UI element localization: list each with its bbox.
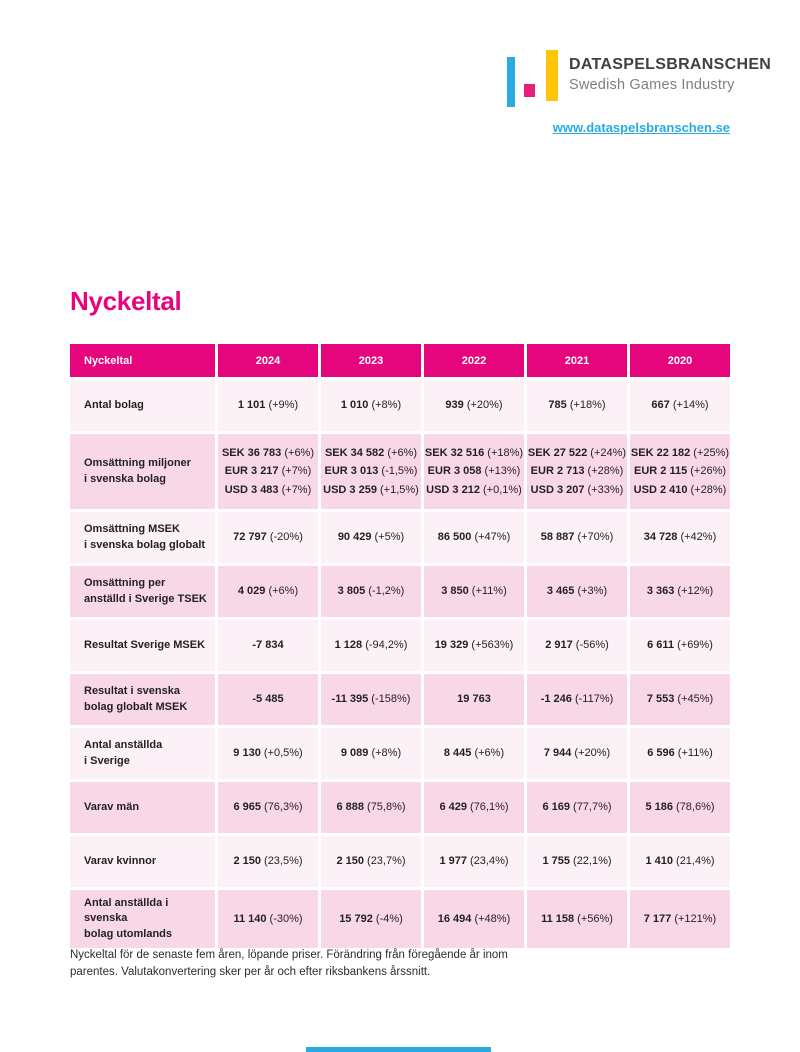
value-number: SEK 34 582	[324, 447, 385, 460]
table-header-cell: Nyckeltal	[70, 344, 215, 377]
value-cell	[630, 728, 730, 779]
value-cell	[424, 380, 524, 431]
table-header-cell: 2020	[630, 344, 730, 377]
value-cell	[218, 782, 318, 833]
value-line	[332, 690, 411, 708]
value-cell	[630, 512, 730, 563]
value-line	[233, 852, 302, 870]
value-line	[238, 396, 298, 414]
value-change: (23,5%)	[260, 855, 303, 868]
value-change: (+70%)	[574, 531, 614, 544]
value-number: 34 728	[643, 531, 678, 544]
value-cell	[527, 380, 627, 431]
value-cell	[527, 782, 627, 833]
value-change: (+12%)	[674, 585, 714, 598]
value-change: (-158%)	[368, 693, 411, 706]
value-cell	[630, 890, 730, 948]
value-number: 1 101	[237, 399, 266, 412]
value-change: (+0,5%)	[260, 747, 303, 760]
value-line	[341, 744, 401, 762]
value-line	[647, 744, 713, 762]
value-cell	[321, 674, 421, 725]
row-label-line: Omsättning per	[84, 577, 166, 590]
value-number: SEK 27 522	[527, 447, 588, 460]
row-label-line: i svenska bolag globalt	[84, 538, 206, 551]
value-line	[644, 910, 716, 928]
value-cell	[630, 380, 730, 431]
table-header-cell: 2023	[321, 344, 421, 377]
value-number: 6 611	[647, 639, 675, 652]
row-label-line: i svenska bolag	[84, 472, 166, 485]
value-number: 16 494	[437, 913, 472, 926]
value-number: 7 553	[646, 693, 675, 706]
value-line	[645, 852, 714, 870]
value-line	[338, 582, 405, 600]
value-number: 6 965	[233, 801, 261, 814]
value-line	[547, 582, 607, 600]
value-number: 19 763	[457, 693, 491, 706]
row-label-line: bolag globalt MSEK	[84, 700, 188, 713]
table-header-cell: 2021	[527, 344, 627, 377]
value-change: (+3%)	[574, 585, 608, 598]
row-label-cell	[70, 434, 215, 509]
value-number: 9 130	[233, 747, 261, 760]
value-change: (+33%)	[584, 483, 624, 496]
value-number: EUR 3 217	[224, 465, 279, 478]
value-line	[647, 636, 713, 654]
value-cell	[630, 566, 730, 617]
value-line	[341, 396, 401, 414]
value-change: (+48%)	[471, 913, 511, 926]
value-number: USD 2 410	[633, 483, 688, 496]
value-number: SEK 32 516	[424, 447, 485, 460]
value-line	[233, 744, 302, 762]
value-change: (-30%)	[266, 913, 303, 926]
value-line	[541, 528, 613, 546]
value-change: (-1,2%)	[365, 585, 405, 598]
row-label-line: Varav män	[84, 800, 140, 813]
value-line	[238, 582, 298, 600]
logo	[569, 56, 772, 93]
value-number: -11 395	[331, 693, 369, 706]
value-number: 4 029	[237, 585, 266, 598]
value-line	[222, 444, 314, 462]
value-cell	[424, 512, 524, 563]
value-number: 5 186	[645, 801, 673, 814]
value-cell	[218, 620, 318, 671]
value-line	[531, 481, 624, 499]
value-cell	[527, 836, 627, 887]
key-figures-table	[70, 344, 730, 948]
value-cell	[527, 674, 627, 725]
value-line	[542, 852, 611, 870]
value-change: (+20%)	[571, 747, 611, 760]
row-label-cell	[70, 566, 215, 617]
row-label-line: Omsättning miljoner	[84, 457, 191, 470]
row-label-line: Antal anställda	[84, 739, 163, 752]
logo-yellow-bar-icon	[546, 50, 558, 101]
footnote-line-1: Nyckeltal för de senaste fem åren, löpande priser. Förändring från föregående år inom	[70, 949, 508, 961]
value-number: USD 3 212	[426, 483, 480, 496]
value-cell	[218, 434, 318, 509]
value-cell	[321, 782, 421, 833]
value-cell	[527, 512, 627, 563]
value-cell	[321, 566, 421, 617]
value-number: 2 150	[336, 855, 364, 868]
value-number: 9 089	[340, 747, 369, 760]
row-label-cell	[70, 380, 215, 431]
row-label-cell	[70, 728, 215, 779]
value-number: 667	[651, 399, 670, 412]
value-line	[338, 528, 404, 546]
value-change: (-117%)	[571, 693, 614, 706]
logo-magenta-square-icon	[524, 84, 535, 97]
value-change: (+24%)	[587, 447, 627, 460]
value-change: (+7%)	[278, 465, 312, 478]
value-number: 6 169	[542, 801, 570, 814]
value-number: EUR 2 115	[633, 465, 688, 478]
value-number: EUR 3 058	[427, 465, 482, 478]
value-change: (+28%)	[687, 483, 727, 496]
value-change: (+18%)	[484, 447, 524, 460]
value-cell	[527, 728, 627, 779]
value-change: (+7%)	[278, 483, 312, 496]
value-change: (+25%)	[690, 447, 730, 460]
value-cell	[424, 836, 524, 887]
value-change: (+8%)	[368, 399, 402, 412]
value-line	[457, 690, 491, 708]
value-change: (+11%)	[468, 585, 507, 598]
value-change: (+6%)	[281, 447, 315, 460]
value-number: 939	[445, 399, 464, 412]
value-line	[528, 444, 626, 462]
value-number: 15 792	[339, 913, 373, 926]
value-line	[634, 481, 727, 499]
value-number: SEK 22 182	[630, 447, 691, 460]
value-change: (76,3%)	[260, 801, 303, 814]
value-number: 1 755	[542, 855, 570, 868]
value-line	[542, 798, 611, 816]
value-change: (+563%)	[468, 639, 514, 652]
value-number: USD 3 207	[530, 483, 585, 496]
value-change: (23,4%)	[466, 855, 509, 868]
value-change: (+26%)	[687, 465, 727, 478]
logo-blue-bar-icon	[507, 57, 515, 107]
value-change: (+9%)	[265, 399, 299, 412]
row-label-cell	[70, 512, 215, 563]
row-label-cell	[70, 620, 215, 671]
value-change: (+13%)	[481, 465, 521, 478]
value-change: (+18%)	[566, 399, 606, 412]
value-line	[325, 444, 417, 462]
value-cell	[527, 890, 627, 948]
value-cell	[630, 836, 730, 887]
value-number: 90 429	[337, 531, 372, 544]
row-label-line: i Sverige	[84, 754, 130, 767]
value-cell	[321, 890, 421, 948]
value-cell	[424, 674, 524, 725]
value-cell	[218, 674, 318, 725]
value-cell	[630, 434, 730, 509]
value-line	[435, 636, 514, 654]
value-change: (-1,5%)	[378, 465, 418, 478]
value-change: (+20%)	[463, 399, 503, 412]
row-label-cell	[70, 836, 215, 887]
value-line	[323, 481, 419, 499]
value-cell	[527, 620, 627, 671]
row-label-line: Resultat i svenska	[84, 685, 180, 698]
value-number: EUR 3 013	[324, 465, 379, 478]
value-line	[428, 462, 521, 480]
value-line	[645, 798, 714, 816]
value-number: 3 363	[646, 585, 675, 598]
value-line	[634, 462, 726, 480]
value-cell	[321, 512, 421, 563]
value-number: 6 596	[647, 747, 675, 760]
website-link-wrap	[553, 119, 730, 137]
value-line	[548, 396, 605, 414]
value-line	[441, 582, 507, 600]
value-cell	[527, 434, 627, 509]
value-line	[225, 462, 312, 480]
value-change: (-4%)	[372, 913, 403, 926]
value-change: (+28%)	[584, 465, 624, 478]
value-number: 72 797	[233, 531, 267, 544]
value-change: (+8%)	[368, 747, 402, 760]
value-change: (+56%)	[574, 913, 613, 926]
value-change: (+47%)	[471, 531, 511, 544]
value-cell	[218, 566, 318, 617]
value-line	[233, 910, 302, 928]
row-label-line: Varav kvinnor	[84, 854, 157, 867]
value-number: 3 805	[337, 585, 366, 598]
value-number: SEK 36 783	[221, 447, 282, 460]
value-change: (23,7%)	[363, 855, 406, 868]
value-number: 11 140	[233, 913, 267, 926]
value-line	[544, 744, 610, 762]
value-change: (+69%)	[674, 639, 713, 652]
value-change: (+5%)	[371, 531, 405, 544]
value-line	[335, 636, 408, 654]
value-number: 19 329	[434, 639, 469, 652]
value-cell	[218, 512, 318, 563]
value-number: 7 944	[543, 747, 572, 760]
value-number: 1 010	[340, 399, 369, 412]
value-cell	[424, 782, 524, 833]
value-line	[252, 636, 283, 654]
value-cell	[424, 566, 524, 617]
value-line	[325, 462, 418, 480]
value-cell	[630, 782, 730, 833]
value-cell	[630, 674, 730, 725]
value-cell	[218, 836, 318, 887]
bottom-accent-bar	[306, 1047, 491, 1052]
value-cell	[630, 620, 730, 671]
value-line	[252, 690, 283, 708]
page-title: Nyckeltal	[70, 286, 182, 316]
value-change: (-20%)	[266, 531, 303, 544]
value-line	[225, 481, 312, 499]
value-cell	[424, 620, 524, 671]
value-cell	[424, 728, 524, 779]
value-line	[541, 910, 613, 928]
value-change: (+42%)	[677, 531, 717, 544]
value-line	[336, 798, 405, 816]
row-label-cell	[70, 674, 215, 725]
value-change: (21,4%)	[672, 855, 715, 868]
value-line	[439, 852, 508, 870]
value-number: 1 128	[334, 639, 363, 652]
value-line	[647, 582, 713, 600]
brand-tagline: Swedish Games Industry	[569, 77, 735, 93]
value-line	[438, 528, 510, 546]
value-line	[647, 690, 713, 708]
value-number: 1 977	[439, 855, 467, 868]
value-change: (+14%)	[669, 399, 709, 412]
value-number: 785	[548, 399, 567, 412]
value-number: EUR 2 713	[530, 465, 585, 478]
row-label-line: Antal anställda i svenska	[84, 897, 169, 925]
value-line	[445, 396, 502, 414]
value-change: (-56%)	[572, 639, 609, 652]
value-change: (+1,5%)	[376, 483, 419, 496]
value-number: -7 834	[252, 639, 284, 652]
value-cell	[218, 380, 318, 431]
row-label-line: Resultat Sverige MSEK	[84, 638, 206, 651]
table-header-cell: 2022	[424, 344, 524, 377]
value-change: (77,7%)	[569, 801, 612, 814]
value-change: (+0,1%)	[479, 483, 522, 496]
value-line	[438, 910, 510, 928]
value-number: 6 888	[336, 801, 364, 814]
value-number: 1 410	[645, 855, 673, 868]
value-line	[531, 462, 624, 480]
row-label-line: anställd i Sverige TSEK	[84, 592, 207, 605]
value-number: 11 158	[541, 913, 575, 926]
table-header-cell: 2024	[218, 344, 318, 377]
value-line	[426, 481, 522, 499]
value-line	[631, 444, 729, 462]
value-line	[545, 636, 609, 654]
value-change: (78,6%)	[672, 801, 715, 814]
value-line	[644, 528, 716, 546]
brand-name: DATASPELSBRANSCHEN	[569, 56, 772, 73]
value-number: -1 246	[540, 693, 572, 706]
value-change: (+45%)	[674, 693, 714, 706]
value-line	[336, 852, 405, 870]
value-line	[233, 798, 302, 816]
row-label-line: Antal bolag	[84, 398, 144, 411]
value-line	[233, 528, 303, 546]
value-number: 3 465	[546, 585, 575, 598]
value-number: 2 917	[545, 639, 573, 652]
value-cell	[424, 890, 524, 948]
value-change: (+6%)	[471, 747, 505, 760]
value-change: (-94,2%)	[362, 639, 408, 652]
website-link[interactable]: www.dataspelsbranschen.se	[552, 120, 730, 135]
value-cell	[527, 566, 627, 617]
value-number: 6 429	[439, 801, 467, 814]
value-change: (22,1%)	[569, 855, 612, 868]
value-number: 86 500	[437, 531, 472, 544]
value-line	[541, 690, 614, 708]
value-change: (+6%)	[265, 585, 299, 598]
value-change: (75,8%)	[363, 801, 406, 814]
value-number: -5 485	[252, 693, 284, 706]
value-line	[444, 744, 504, 762]
row-label-line: Omsättning MSEK	[84, 523, 180, 536]
value-change: (+121%)	[671, 913, 717, 926]
value-cell	[218, 890, 318, 948]
value-change: (76,1%)	[466, 801, 509, 814]
value-change: (+6%)	[384, 447, 418, 460]
value-cell	[321, 380, 421, 431]
value-line	[339, 910, 403, 928]
value-cell	[321, 728, 421, 779]
value-number: 8 445	[443, 747, 472, 760]
value-number: 2 150	[233, 855, 261, 868]
row-label-line: bolag utomlands	[84, 927, 172, 940]
row-label-cell	[70, 890, 215, 948]
value-cell	[321, 836, 421, 887]
value-cell	[218, 728, 318, 779]
value-cell	[321, 434, 421, 509]
value-cell	[424, 434, 524, 509]
value-number: 3 850	[441, 585, 469, 598]
footnote-line-2: parentes. Valutakonvertering sker per år och efter riksbankens årssnitt.	[70, 966, 431, 979]
value-line	[651, 396, 708, 414]
row-label-cell	[70, 782, 215, 833]
value-change: (+11%)	[674, 747, 713, 760]
value-number: 7 177	[643, 913, 672, 926]
value-number: USD 3 259	[323, 483, 377, 496]
value-number: USD 3 483	[224, 483, 279, 496]
value-number: 58 887	[540, 531, 575, 544]
footnote	[70, 947, 540, 982]
value-cell	[321, 620, 421, 671]
value-line	[425, 444, 523, 462]
value-line	[439, 798, 508, 816]
